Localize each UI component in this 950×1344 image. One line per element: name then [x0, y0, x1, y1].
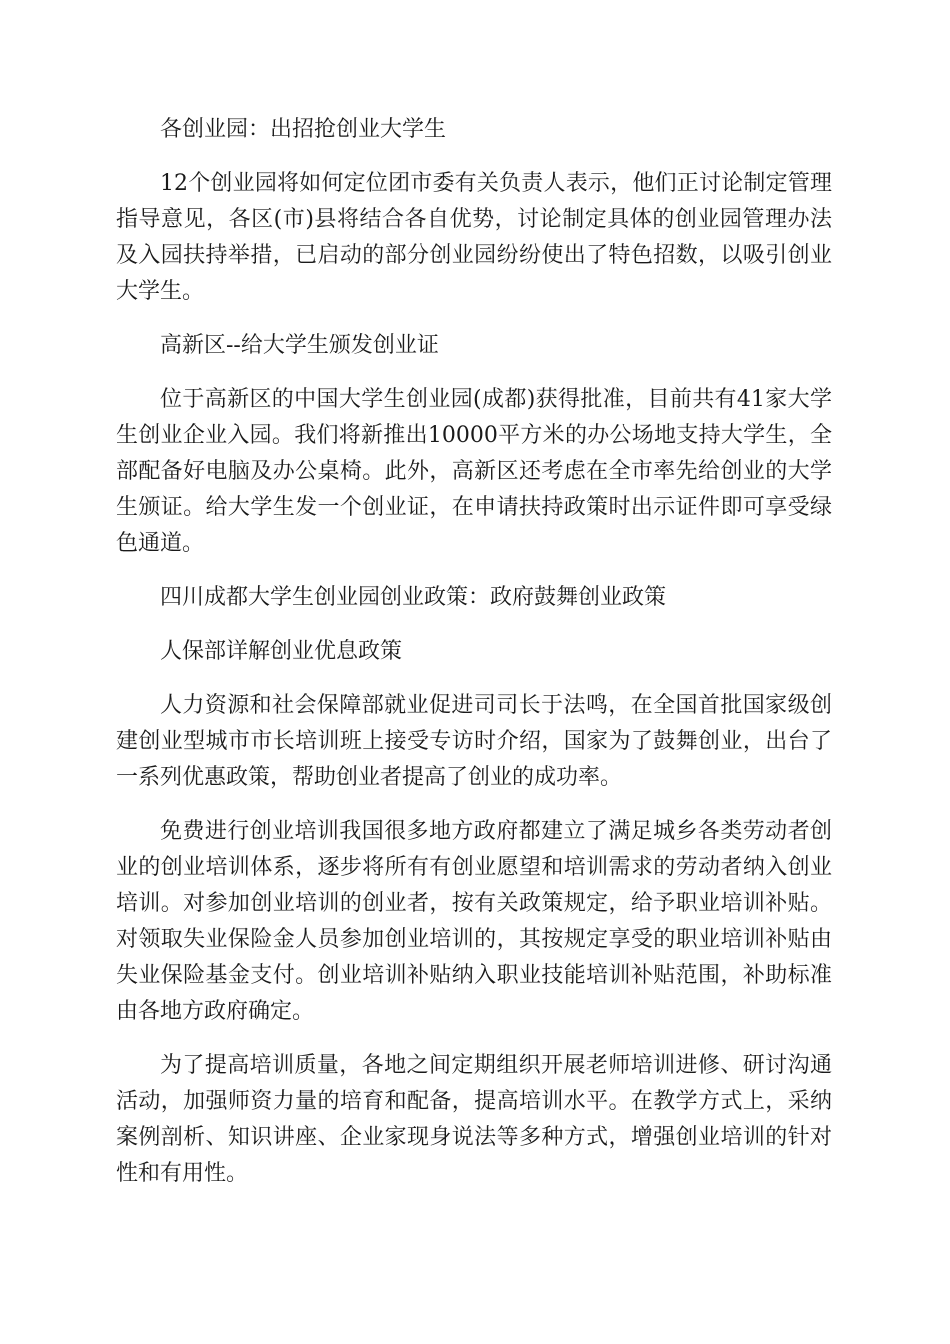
- section-heading-mohrss-policy: 人保部详解创业优息政策: [160, 639, 403, 664]
- paragraph-incubator-positioning: 12个创业园将如何定位团市委有关负责人表示，他们正讨论制定管理指导意见，各区(市)县将结合各自优势，讨论制定具体的创业园管理办法及入园扶持举措，已启动的部分创业园纷纷使出了特色招数，以吸引创业大学生。: [116, 171, 832, 304]
- paragraph-free-training: 免费进行创业培训我国很多地方政府都建立了满足城乡各类劳动者创业的创业培训体系，逐步将所有有创业愿望和培训需求的劳动者纳入创业培训。对参加创业培训的创业者，按有关政策规定，给予职业培训补贴。对领取失业保险金人员参加创业培训的，其按规定享受的职业培训补贴由失业保险基金支付。创业培训补贴纳入职业技能培训补贴范围，补助标准由各地方政府确定。: [116, 819, 832, 1024]
- section-heading-hitech-zone: 高新区--给大学生颁发创业证: [160, 333, 439, 358]
- paragraph-hitech-zone: 位于高新区的中国大学生创业园(成都)获得批准，目前共有41家大学生创业企业入园。我们将新推出10000平方米的办公场地支持大学生，全部配备好电脑及办公桌椅。此外，高新区还考虑在全市率先给创业的大学生颁证。给大学生发一个创业证，在申请扶持政策时出示证件即可享受绿色通道。: [116, 387, 832, 556]
- paragraph-mohrss-interview: 人力资源和社会保障部就业促进司司长于法鸣，在全国首批国家级创建创业型城市市长培训班上接受专访时介绍，国家为了鼓舞创业，出台了一系列优惠政策，帮助创业者提高了创业的成功率。: [116, 693, 832, 790]
- paragraph-training-quality: 为了提高培训质量，各地之间定期组织开展老师培训进修、研讨沟通活动，加强师资力量的培育和配备，提高培训水平。在教学方式上，采纳案例剖析、知识讲座、企业家现身说法等多种方式，增强创业培训的针对性和有用性。: [116, 1053, 832, 1186]
- section-heading-incubators: 各创业园：出招抢创业大学生: [160, 117, 447, 142]
- document-page: [116, 112, 832, 1210]
- section-heading-chengdu-policy: 四川成都大学生创业园创业政策：政府鼓舞创业政策: [160, 585, 667, 610]
